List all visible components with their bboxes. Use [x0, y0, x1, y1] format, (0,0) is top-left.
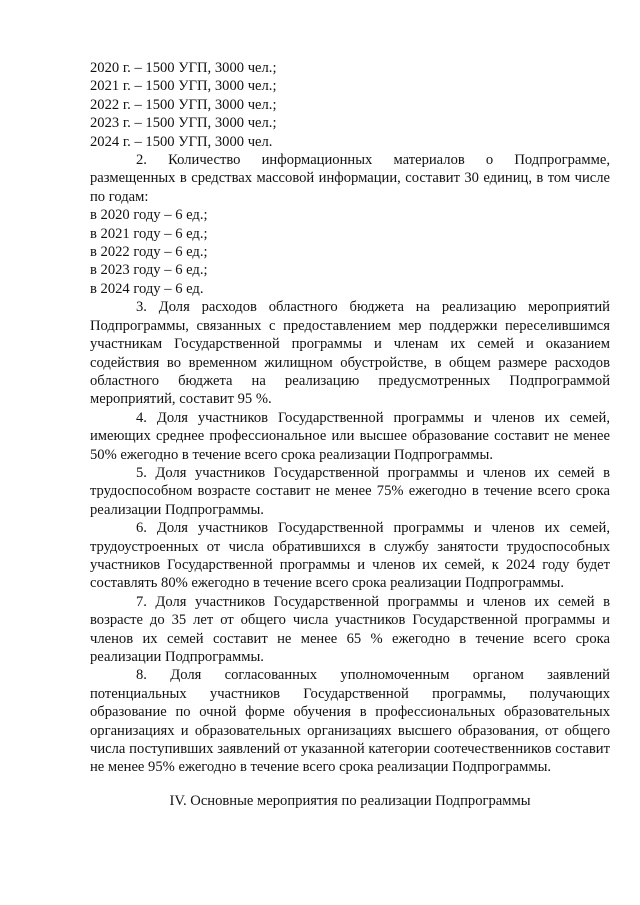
- document-body: [90, 59, 610, 777]
- info-materials-2024: в 2024 году – 6 ед.: [90, 280, 204, 297]
- paragraph-item-2: 2. Количество информационных материалов о Подпрограмме, размещенных в средствах массовой информации, составит 30 единиц, в том числе по годам:: [90, 152, 610, 205]
- info-materials-2023: в 2023 году – 6 ед.;: [90, 262, 208, 279]
- year-line-2020: 2020 г. – 1500 УГП, 3000 чел.;: [90, 60, 277, 76]
- year-line-2021: 2021 г. – 1500 УГП, 3000 чел.;: [90, 78, 277, 95]
- info-materials-2021: в 2021 году – 6 ед.;: [90, 225, 208, 242]
- paragraph-item-4: 4. Доля участников Государственной программы и членов их семей, имеющих среднее профессиональное или высшее образование составит не менее 50% ежегодно в течение всего срока реализации Подпрограммы.: [90, 409, 610, 463]
- info-materials-2022: в 2022 году – 6 ед.;: [90, 244, 208, 261]
- paragraph-item-5: 5. Доля участников Государственной программы и членов их семей в трудоспособном возрасте составит не менее 75% ежегодно в течение всего срока реализации Подпрограммы.: [90, 464, 610, 518]
- paragraph-item-8: 8. Доля согласованных уполномоченным органом заявлений потенциальных участников Государственной программы, получающих образование по очной форме обучения в профессиональных образовательных организациях и образовательных организациях высшего образования, от общего числа поступивших заявлений от указанной категории соотечественников составит не менее 95% ежегодно в течение всего срока реализации Подпрограммы.: [90, 667, 610, 776]
- info-materials-2020: в 2020 году – 6 ед.;: [90, 207, 208, 224]
- paragraph-item-7: 7. Доля участников Государственной программы и членов их семей в возрасте до 35 лет от общего числа участников Государственной программы и членов их семей составит не менее 65 % ежегодно в течение всего срока реализации Подпрограммы.: [90, 593, 610, 665]
- section-heading: IV. Основные мероприятия по реализации Подпрограммы: [169, 793, 531, 809]
- paragraph-item-6: 6. Доля участников Государственной программы и членов их семей, трудоустроенных от числа обратившихся в службу занятости трудоспособных участников Государственной программы и членов их семей, к 2024 году будет составлять 80% ежегодно в течение всего срока реализации Подпрограммы.: [90, 520, 610, 592]
- year-line-2024: 2024 г. – 1500 УГП, 3000 чел.: [90, 133, 273, 150]
- year-line-2022: 2022 г. – 1500 УГП, 3000 чел.;: [90, 96, 277, 113]
- paragraph-item-3: 3. Доля расходов областного бюджета на реализацию мероприятий Подпрограммы, связанных с предоставлением мер поддержки переселившимся участникам Государственной программы и членам их семей и оказанием содействия во временном жилищном обустройстве, в общем размере расходов областного бюджета на реализацию предусмотренных Подпрограммой мероприятий, составит 95 %.: [90, 299, 610, 408]
- year-line-2023: 2023 г. – 1500 УГП, 3000 чел.;: [90, 115, 277, 132]
